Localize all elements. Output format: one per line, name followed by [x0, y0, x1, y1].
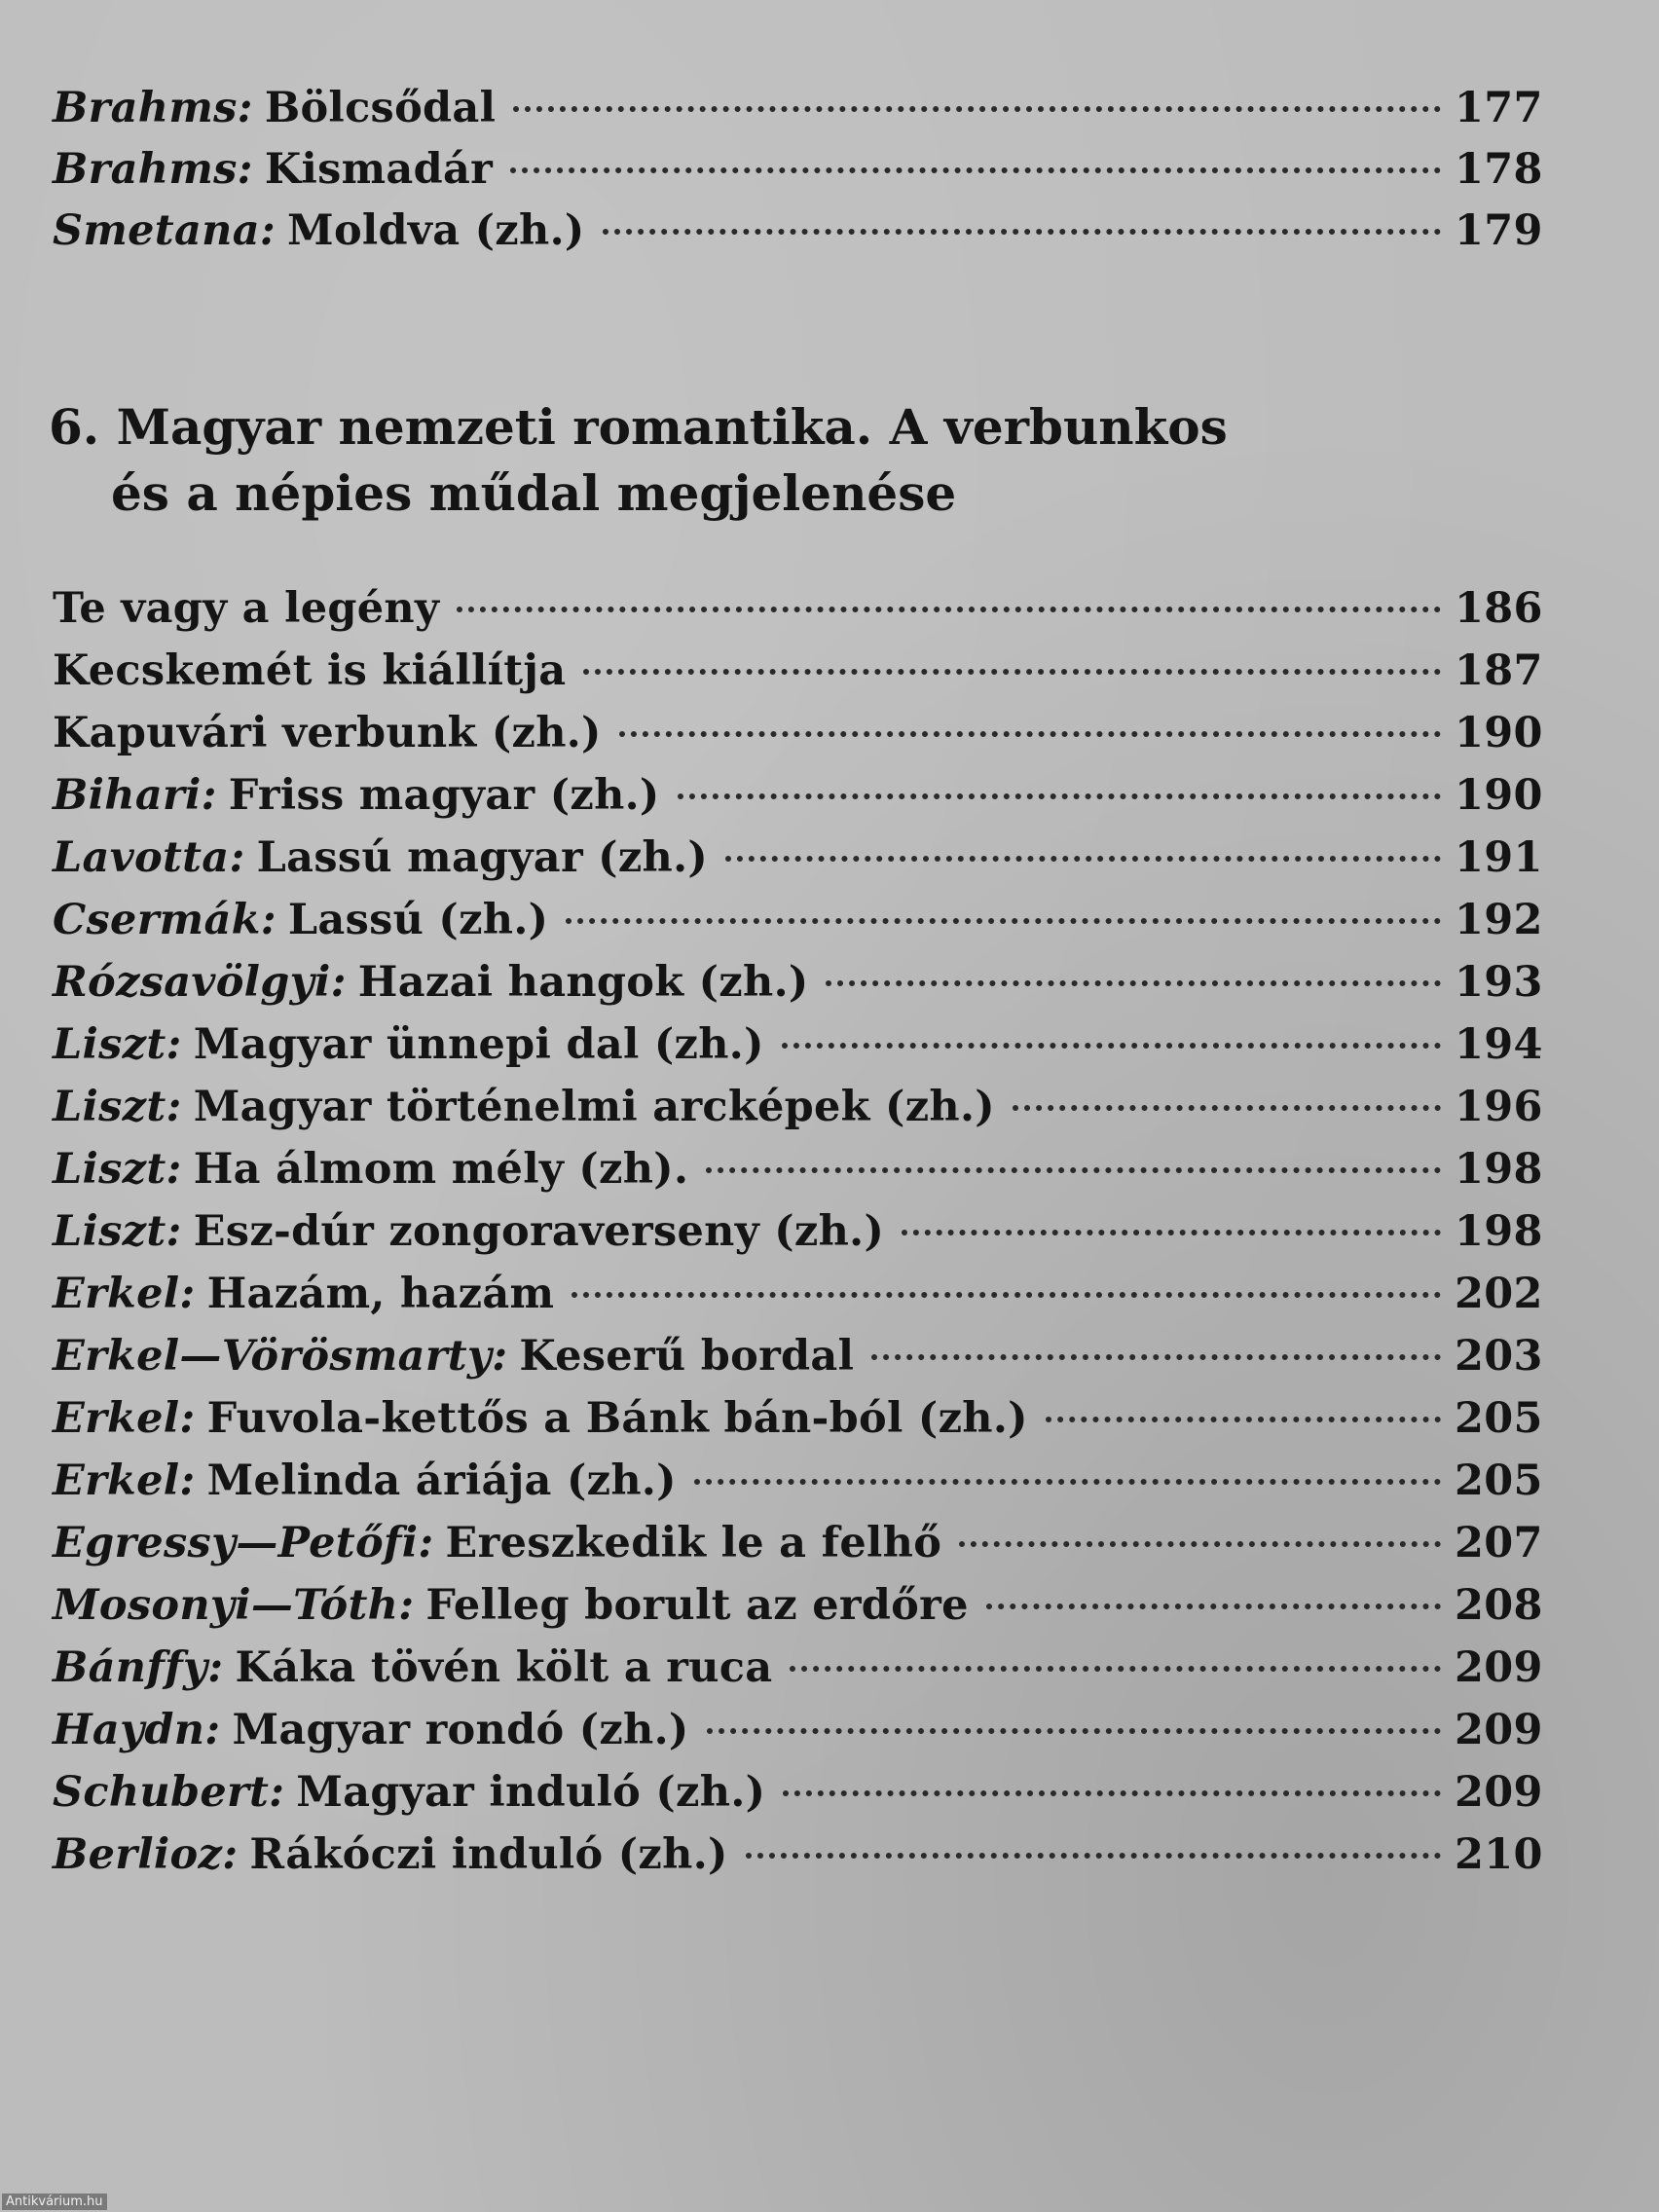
section-heading-line-2: és a népies műdal megjelenése [111, 464, 957, 522]
dot-leader [513, 106, 1441, 112]
composer-name: Smetana: [53, 206, 276, 255]
toc-entry [53, 646, 1542, 709]
toc-entry [53, 1020, 1542, 1083]
composer-name: Lavotta: [53, 833, 245, 882]
composer-name: Liszt: [53, 1145, 182, 1194]
composer-name: Liszt: [53, 1083, 182, 1131]
toc-entry [53, 1830, 1542, 1893]
piece-title: Magyar rondó (zh.) [232, 1706, 689, 1754]
piece-title: Moldva (zh.) [287, 206, 585, 255]
page-number: 178 [1455, 145, 1543, 194]
piece-title: Lassú (zh.) [287, 896, 549, 944]
toc-entry [53, 771, 1542, 833]
dot-leader [706, 1167, 1441, 1173]
composer-name: Schubert: [53, 1768, 285, 1817]
composer-name: Rózsavölgyi: [53, 958, 347, 1007]
page-number: 177 [1455, 84, 1543, 132]
composer-name: Egressy—Petőfi: [53, 1519, 434, 1567]
page-number: 209 [1455, 1706, 1543, 1754]
piece-title: Rákóczi induló (zh.) [249, 1830, 728, 1879]
dot-leader [619, 731, 1441, 737]
dot-leader [510, 167, 1441, 173]
piece-title: Fuvola-kettős a Bánk bán-ból (zh.) [206, 1394, 1028, 1443]
page-number: 209 [1455, 1768, 1543, 1817]
toc-entry [53, 1207, 1542, 1270]
piece-title: Ereszkedik le a felhő [445, 1519, 942, 1567]
toc-entry [53, 1519, 1542, 1581]
page-number: 198 [1455, 1207, 1543, 1256]
dot-leader [566, 918, 1441, 924]
page-number: 194 [1455, 1020, 1543, 1069]
toc-list-section-6 [53, 584, 1542, 1893]
page-number: 205 [1455, 1394, 1543, 1443]
page-number: 179 [1455, 206, 1543, 255]
composer-name: Liszt: [53, 1020, 182, 1069]
piece-title: Te vagy a legény [53, 584, 440, 633]
composer-name: Bánffy: [53, 1643, 224, 1692]
page-number: 209 [1455, 1643, 1543, 1692]
section-heading [49, 394, 1314, 527]
piece-title: Friss magyar (zh.) [228, 771, 660, 820]
page-number: 198 [1455, 1145, 1543, 1194]
piece-title: Magyar történelmi arcképek (zh.) [193, 1083, 995, 1131]
toc-entry [53, 1581, 1542, 1643]
piece-title: Kapuvári verbunk (zh.) [53, 709, 602, 757]
dot-leader [986, 1604, 1441, 1609]
composer-name: Erkel: [53, 1270, 196, 1318]
toc-entry [53, 584, 1542, 646]
piece-title: Magyar induló (zh.) [296, 1768, 766, 1817]
page-number: 196 [1455, 1083, 1543, 1131]
page-number: 210 [1455, 1830, 1543, 1879]
page-number: 186 [1455, 584, 1543, 633]
dot-leader [902, 1230, 1441, 1235]
dot-leader [583, 669, 1441, 675]
page-number: 190 [1455, 709, 1543, 757]
composer-name: Berlioz: [53, 1830, 239, 1879]
composer-name: Csermák: [53, 896, 276, 944]
toc-entry [53, 1270, 1542, 1332]
dot-leader [678, 793, 1441, 799]
page-number: 207 [1455, 1519, 1543, 1567]
dot-leader [457, 607, 1441, 612]
piece-title: Keserű bordal [519, 1332, 855, 1381]
toc-list-previous-section [53, 84, 1542, 268]
composer-name: Bihari: [53, 771, 217, 820]
page-number: 192 [1455, 896, 1543, 944]
piece-title: Esz-dúr zongoraverseny (zh.) [193, 1207, 885, 1256]
piece-title: Kecskemét is kiállítja [53, 646, 567, 695]
piece-title: Kismadár [264, 145, 494, 194]
toc-entry [53, 145, 1542, 206]
piece-title: Káka tövén költ a ruca [235, 1643, 773, 1692]
toc-entry [53, 833, 1542, 896]
toc-entry [53, 896, 1542, 958]
dot-leader [1013, 1105, 1441, 1111]
composer-name: Erkel—Vörösmarty: [53, 1332, 508, 1381]
toc-entry [53, 1145, 1542, 1207]
piece-title: Melinda áriája (zh.) [206, 1456, 677, 1505]
piece-title: Magyar ünnepi dal (zh.) [193, 1020, 764, 1069]
composer-name: Haydn: [53, 1706, 221, 1754]
toc-entry [53, 1643, 1542, 1706]
dot-leader [790, 1666, 1441, 1672]
dot-leader [694, 1479, 1441, 1485]
page-number: 193 [1455, 958, 1543, 1007]
piece-title: Bölcsődal [264, 84, 497, 132]
piece-title: Hazám, hazám [206, 1270, 555, 1318]
dot-leader [571, 1292, 1441, 1298]
page-number: 203 [1455, 1332, 1543, 1381]
page-number: 191 [1455, 833, 1543, 882]
page-number: 187 [1455, 646, 1543, 695]
page-number: 208 [1455, 1581, 1543, 1630]
composer-name: Brahms: [53, 145, 253, 194]
toc-entry [53, 709, 1542, 771]
piece-title: Lassú magyar (zh.) [256, 833, 709, 882]
dot-leader [746, 1853, 1441, 1859]
toc-entry [53, 1083, 1542, 1145]
toc-entry [53, 958, 1542, 1020]
dot-leader [1046, 1417, 1441, 1422]
dot-leader [826, 980, 1441, 986]
section-heading-line-1: 6. Magyar nemzeti romantika. A verbunkos [49, 398, 1228, 456]
piece-title: Hazai hangok (zh.) [357, 958, 809, 1007]
page-number: 190 [1455, 771, 1543, 820]
dot-leader [725, 856, 1441, 862]
dot-leader [871, 1354, 1441, 1360]
page-number: 205 [1455, 1456, 1543, 1505]
dot-leader [959, 1541, 1441, 1547]
dot-leader [707, 1728, 1441, 1734]
toc-entry [53, 206, 1542, 268]
toc-entry [53, 1768, 1542, 1830]
piece-title: Ha álmom mély (zh). [193, 1145, 689, 1194]
composer-name: Erkel: [53, 1456, 196, 1505]
page-number: 202 [1455, 1270, 1543, 1318]
composer-name: Liszt: [53, 1207, 182, 1256]
toc-entry [53, 1456, 1542, 1519]
toc-entry [53, 1394, 1542, 1456]
composer-name: Brahms: [53, 84, 253, 132]
piece-title: Felleg borult az erdőre [425, 1581, 969, 1630]
composer-name: Mosonyi—Tóth: [53, 1581, 415, 1630]
toc-entry [53, 1706, 1542, 1768]
dot-leader [603, 229, 1442, 235]
dot-leader [782, 1043, 1441, 1049]
composer-name: Erkel: [53, 1394, 196, 1443]
toc-entry [53, 84, 1542, 145]
watermark: Antikvárium.hu [2, 2194, 107, 2210]
toc-entry [53, 1332, 1542, 1394]
dot-leader [783, 1790, 1441, 1796]
